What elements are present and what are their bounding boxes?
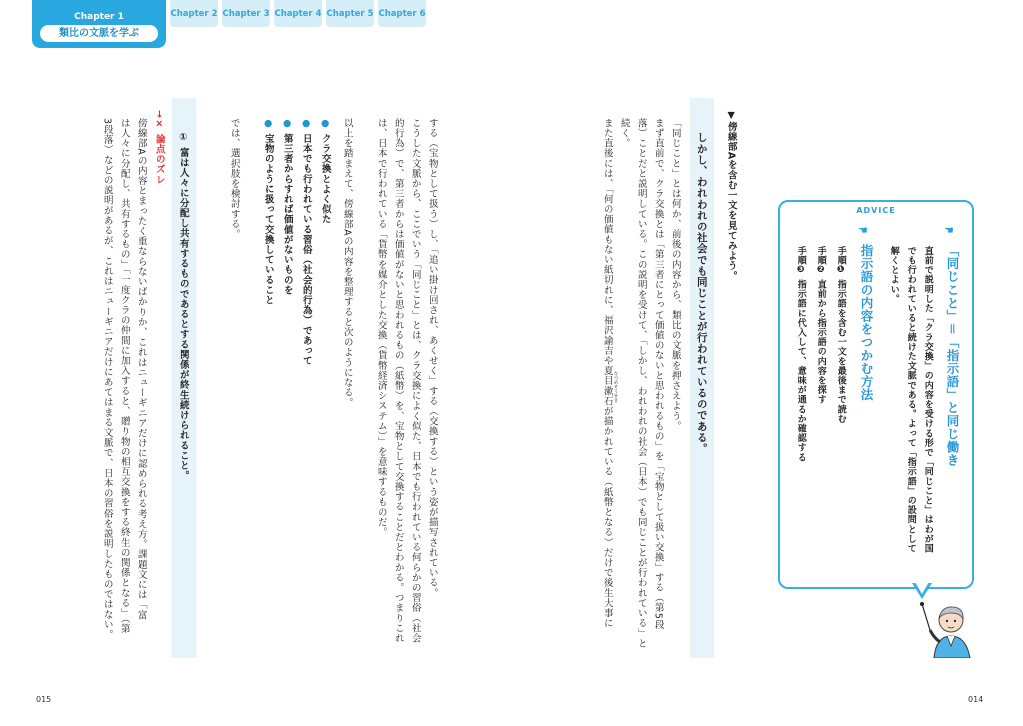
tab-chapter-3[interactable]: Chapter 3 [222,0,270,27]
point-d: ● 宝物のように扱って交換していること [262,118,274,306]
page-number-left: 015 [36,695,52,704]
para2-line1: する（宝物として扱う）し、「追い掛け回され、あくせく」する（交換する）という姿が描写されている。 [426,118,438,599]
zure-line1: 傍線部Aの内容とまったく重ならないばかりか、これはニューギニアだけに認められる考え方。課題文には「富 [135,118,147,620]
pointing-hand-icon-2: ☚ [858,224,868,237]
advice-tail-inner [915,582,929,594]
advice-body-line3: 解くとよい。 [888,246,899,304]
point-c-marker: ● [281,118,293,130]
zure-label: →× 論点のズレ [153,110,165,185]
advice-heading-1: 「同じこと」＝「指示語」と同じ働き [945,244,960,467]
advice-tag: ADVICE [856,206,896,215]
tab-chapter-5[interactable]: Chapter 5 [326,0,374,27]
para2-line4: は、日本で行われている「貨幣を媒介とした交換（貨幣経済システム）」を意味するものだ。 [375,118,387,538]
advice-heading-2: 指示語の内容をつかむ方法 [859,244,874,402]
para1-line3: 落）ことだと説明している。この説明を受けて、「しかし、われわれの社会（日本）でも同じことが行われている」と [635,118,647,649]
tab-chapter-1-label: Chapter 1 [74,12,124,22]
pointing-hand-icon: ☚ [944,224,954,237]
para1-line4: 続く。 [618,118,630,149]
para2-line2: こうした文脈から、ここでいう「同じこと」とは、クラ交換によく似た、日本でも行われている何らかの習俗（社会 [409,118,421,644]
page-number-right: 014 [968,695,984,704]
tab-chapter-2[interactable]: Chapter 2 [170,0,218,27]
point-a-marker: ● [319,118,331,130]
advice-step-1: 手順❶ 指示語を含む一文を最後まで読む [835,246,846,424]
zure-line2: は人々に分配し、共有するもの」「一度クラの仲間に加入すると、贈り物の相互交換をする終生の関係となる」（第 [118,118,130,634]
ruby-natsume: なつめそうせき [613,371,618,403]
para2-line3: 的行為）で、第三者からは価値がないと思われるもの（紙幣）を、宝物として交換することだとわかる。つまりこれ [392,118,404,644]
para1-line1: 「同じこと」とは何か、前後の内容から、類比の文脈を押さえよう。 [669,118,681,432]
intro-line: ▼傍線部Aを含む一文を見てみよう。 [725,110,737,282]
tab-chapter-4[interactable]: Chapter 4 [274,0,322,27]
advice-body-line1: 直前で説明した「クラ交換」の内容を受ける形で「同じこと」はわが国 [922,246,933,554]
point-d-marker: ● [262,118,274,130]
tab-chapter-1[interactable] [32,0,166,48]
para1-line5: また直後には、「何の価値もない紙切れに、福沢諭吉や夏目漱石が描かれている（紙幣となる）だけで後生大事に [601,118,613,629]
para3: 以上を踏まえて、傍線部Aの内容を整理すると次のようになる。 [341,118,353,408]
teacher-illustration [920,600,974,658]
choice-1: ① 富は人々に分配し共有するものであるとする関係が終生続けられること。 [177,132,189,481]
advice-step-2: 手順❷ 直前から指示語の内容を探す [815,246,826,405]
point-b: ● 日本でも行われている習俗（社会的行為）であって [300,118,312,366]
chapter-title: 類比の文脈を学ぶ [40,25,158,42]
point-a: ● クラ交換とよく似た [319,118,331,225]
point-c: ● 第三者からすれば価値がないものを [281,118,293,296]
zure-line3: 3段落）などの説明があるが、これはニューギニアだけにあてはまる文脈で、日本の習俗を説明したものではない。 [101,118,113,640]
highlight-sentence: しかし、われわれの社会でも同じことが行われているのである。 [695,132,708,454]
point-b-marker: ● [300,118,312,130]
tab-chapter-6[interactable]: Chapter 6 [378,0,426,27]
advice-step-3: 手順❸ 指示語に代入して、意味が通るか確認する [795,246,806,462]
para1-line2: まず直前で、クラ交換とは「第三者にとって価値のないと思われるもの」を「宝物として扱い交換」する（第5段 [652,118,664,630]
para4: では、選択肢を検討する。 [228,118,240,240]
advice-body-line2: でも行われていると続けた文脈である。よって「指示語」の設問として [905,246,916,554]
chapter-tabs [32,0,426,39]
